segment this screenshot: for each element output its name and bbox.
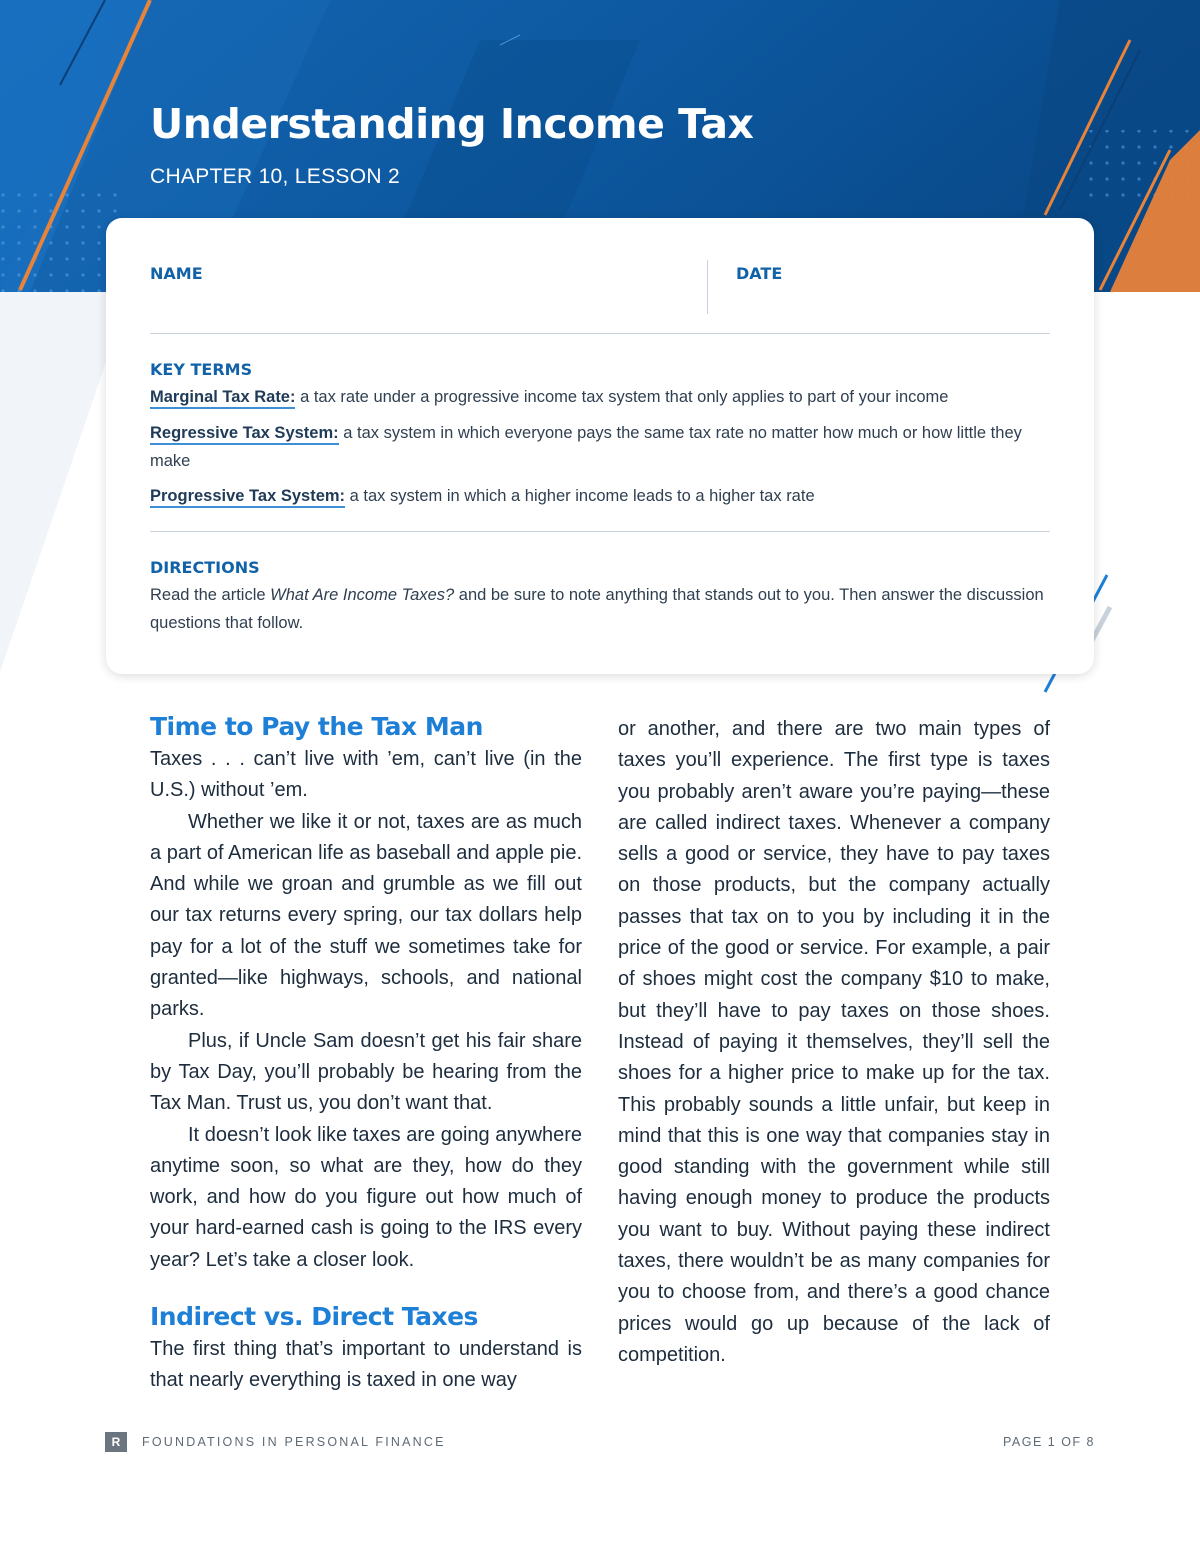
article-paragraph: Plus, if Uncle Sam doesn’t get his fair share by Tax Day, you’ll probably be hearing from the Tax Man. Trust us, you don’t want that.: [150, 1029, 582, 1115]
article-paragraph: Taxes . . . can’t live with ’em, can’t live (in the U.S.) without ’em.: [150, 748, 582, 802]
directions-text: [150, 581, 1055, 637]
divider: [150, 531, 1050, 532]
term-definition: a tax rate under a progressive income tax system that only applies to part of your income: [295, 388, 949, 406]
ramsey-logo-icon: R: [105, 1432, 127, 1452]
directions-heading: DIRECTIONS: [150, 558, 260, 577]
date-field-label: DATE: [736, 264, 783, 283]
article-paragraph: The first thing that’s important to understand is that nearly everything is taxed in one way: [150, 1338, 582, 1392]
key-term-marginal-tax-rate: [150, 383, 1055, 411]
term-name: Marginal Tax Rate:: [150, 388, 295, 409]
article-column-right: [618, 714, 1050, 1371]
term-definition: a tax system in which a higher income leads to a higher tax rate: [345, 487, 815, 505]
footer-series-title: FOUNDATIONS IN PERSONAL FINANCE: [142, 1435, 446, 1449]
article-paragraph: Whether we like it or not, taxes are as much a part of American life as baseball and apple pie. And while we groan and grumble as we fill out our tax returns every spring, our tax dollars help pay for a lot of the stuff we sometimes take for granted—like highways, schools, and national parks.: [150, 810, 582, 1021]
section-heading-indirect-vs-direct: Indirect vs. Direct Taxes: [150, 1302, 478, 1332]
key-term-regressive-tax-system: [150, 419, 1055, 475]
page-number: PAGE 1 OF 8: [1003, 1435, 1095, 1449]
article-paragraph: or another, and there are two main types of taxes you’ll experience. The first type is taxes you probably aren’t aware you’re paying—these are called indirect taxes. Whenever a company sells a good or service, they have to pay taxes on those products, but the company actually passes that tax on to you by including it in the price of the good or service. For example, a pair of shoes might cost the company $10 to make, but they’ll have to pay taxes on those shoes. Instead of paying it themselves, they’ll sell the shoes for a higher price to make up for the tax. This probably sounds a little unfair, but keep in mind that this is one way that companies stay in good standing with the government while still having enough money to produce the products you want to buy. Without paying these indirect taxes, there wouldn’t be as many companies for you to choose from, and there’s a good chance prices would go up because of the lack of competition.: [618, 718, 1050, 1366]
page-title: Understanding Income Tax: [150, 100, 754, 148]
directions-text-end: and be sure to note anything that stands out to you. Then answer the discussion questions that follow.: [150, 586, 1044, 632]
term-name: Progressive Tax System:: [150, 487, 345, 508]
directions-text-start: Read the article: [150, 586, 271, 604]
key-terms-heading: KEY TERMS: [150, 360, 253, 379]
chapter-lesson-subtitle: CHAPTER 10, LESSON 2: [150, 165, 400, 188]
term-name: Regressive Tax System:: [150, 424, 339, 445]
key-term-progressive-tax-system: [150, 482, 1055, 510]
section-heading-time-to-pay: Time to Pay the Tax Man: [150, 712, 483, 741]
field-divider: [707, 260, 708, 314]
name-field-label: NAME: [150, 264, 203, 283]
article-title-reference: What Are Income Taxes?: [270, 586, 455, 604]
article-column-left: [150, 710, 582, 1397]
divider: [150, 333, 1050, 334]
term-definition: a tax system in which everyone pays the same tax rate no matter how much or how little they make: [150, 424, 1022, 470]
article-paragraph: It doesn’t look like taxes are going anywhere anytime soon, so what are they, how do they work, and how do you figure out how much of your hard-earned cash is going to the IRS every year? Let’s take a closer look.: [150, 1123, 582, 1271]
